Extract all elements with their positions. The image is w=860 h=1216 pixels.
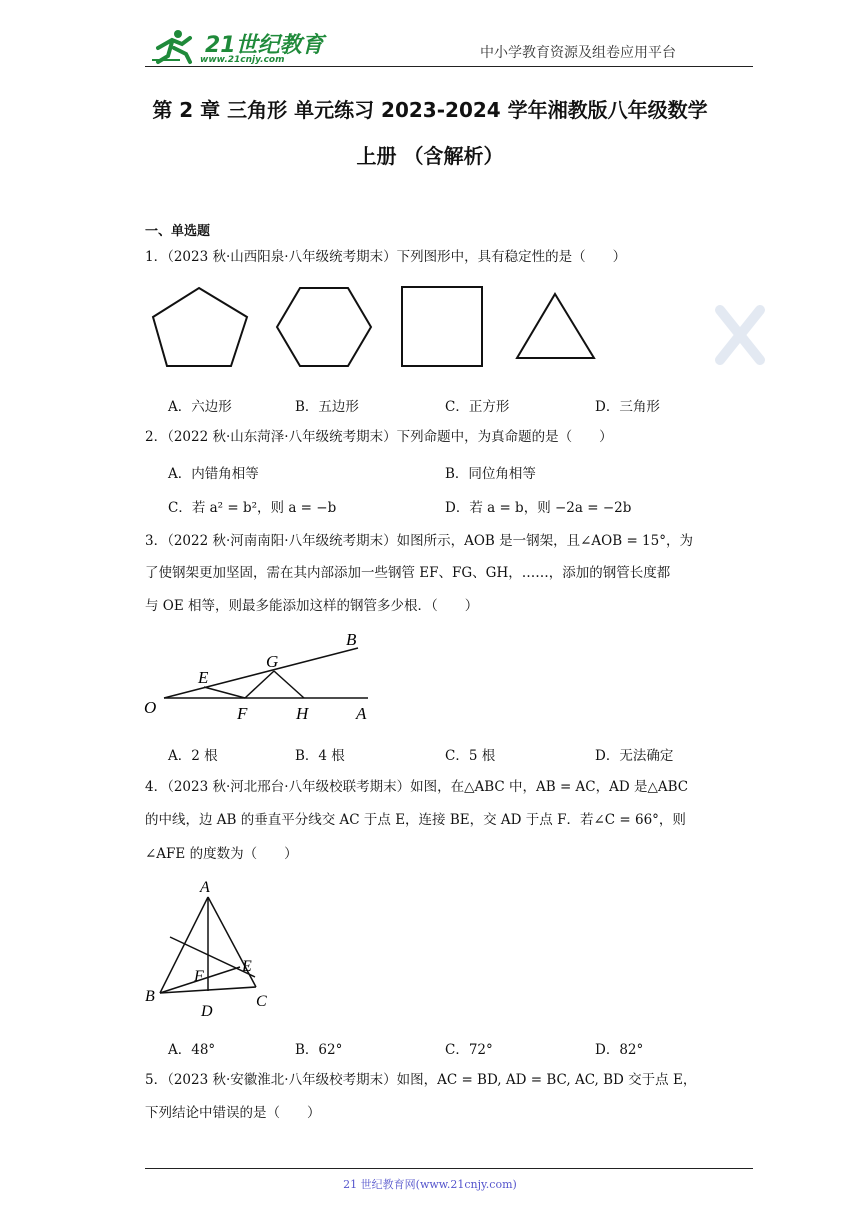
q2-option-b[interactable]: B．同位角相等 <box>445 466 536 482</box>
q2-option-c[interactable]: C．若 a² = b²，则 a = −b <box>168 500 337 516</box>
label-B: B <box>145 988 155 1005</box>
q1-option-a[interactable]: A．六边形 <box>168 399 232 415</box>
question-1-figures <box>145 280 665 370</box>
question-3-line3: 与 OE 相等，则最多能添加这样的钢管多少根．（ ） <box>145 598 479 614</box>
q4-option-c[interactable]: C．72° <box>445 1042 493 1058</box>
header-tagline: 中小学教育资源及组卷应用平台 <box>480 45 676 61</box>
label-A: A <box>356 704 367 723</box>
label-C: C <box>256 993 267 1010</box>
label-B: B <box>346 630 357 649</box>
footer-link[interactable]: 21 世纪教育网(www.21cnjy.com) <box>343 1178 517 1191</box>
label-D: D <box>201 1003 213 1020</box>
q4-option-d[interactable]: D．82° <box>595 1042 644 1058</box>
pentagon-shape <box>153 288 247 366</box>
watermark-icon <box>710 300 770 384</box>
question-4-line2: 的中线，边 AB 的垂直平分线交 AC 于点 E，连接 BE，交 AD 于点 F．若∠C = 66°，则 <box>145 812 686 828</box>
header-divider <box>145 66 753 67</box>
label-A: A <box>200 879 210 896</box>
logo-url: www.21cnjy.com <box>200 55 285 65</box>
label-F: F <box>237 704 248 723</box>
logo-text: 21世纪教育 <box>205 33 324 58</box>
q3-option-a[interactable]: A．2 根 <box>168 748 218 764</box>
q4-option-b[interactable]: B．62° <box>295 1042 343 1058</box>
label-G: G <box>266 652 279 671</box>
question-2-text: 2．（2022 秋·山东菏泽·八年级统考期末）下列命题中，为真命题的是（ ） <box>145 429 613 445</box>
question-4-line1: 4．（2023 秋·河北邢台·八年级校联考期末）如图，在△ABC 中，AB = AC，AD 是△ABC <box>145 779 689 795</box>
q2-option-a[interactable]: A．内错角相等 <box>168 466 259 482</box>
question-3-line1: 3．（2022 秋·河南南阳·八年级统考期末）如图所示，AOB 是一钢架，且∠AOB = 15°，为 <box>145 533 693 549</box>
label-O: O <box>144 698 157 717</box>
q3-option-c[interactable]: C．5 根 <box>445 748 496 764</box>
triangle-shape <box>517 294 594 358</box>
question-1-text: 1．（2023 秋·山西阳泉·八年级统考期末）下列图形中，具有稳定性的是（ ） <box>145 249 627 265</box>
doc-title-line2: 上册 （含解析） <box>356 144 504 168</box>
section-heading: 一、单选题 <box>145 224 211 239</box>
q2-option-d[interactable]: D．若 a = b，则 −2a = −2b <box>445 500 632 516</box>
square-shape <box>402 287 482 366</box>
question-4-line3: ∠AFE 的度数为（ ） <box>145 846 298 862</box>
question-3-line2: 了使钢架更加坚固，需在其内部添加一些钢管 EF、FG、GH，……，添加的钢管长度都 <box>145 565 671 581</box>
hexagon-shape <box>277 288 371 366</box>
label-E: E <box>198 668 209 687</box>
q1-option-c[interactable]: C．正方形 <box>445 399 510 415</box>
q1-option-b[interactable]: B．五边形 <box>295 399 359 415</box>
q3-option-b[interactable]: B．4 根 <box>295 748 345 764</box>
q1-option-d[interactable]: D．三角形 <box>595 399 660 415</box>
q3-option-d[interactable]: D．无法确定 <box>595 748 674 764</box>
label-F: F <box>194 968 204 985</box>
question-5-line2: 下列结论中错误的是（ ） <box>145 1105 321 1121</box>
question-3-figure <box>140 625 380 725</box>
footer-divider <box>145 1168 753 1169</box>
question-5-line1: 5．（2023 秋·安徽淮北·八年级校考期末）如图，AC = BD, AD = BC, AC, BD 交于点 E， <box>145 1072 697 1088</box>
label-E: E <box>242 958 252 975</box>
q4-option-a[interactable]: A．48° <box>168 1042 216 1058</box>
label-H: H <box>296 704 309 723</box>
doc-title-line1: 第 2 章 三角形 单元练习 2023-2024 学年湘教版八年级数学 <box>152 98 708 122</box>
question-4-figure <box>140 875 280 1020</box>
